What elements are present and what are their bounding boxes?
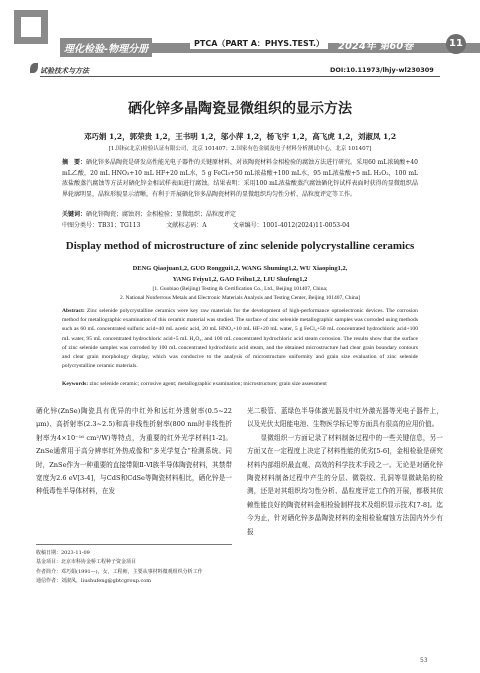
affiliation-en-line: [1. Guobiao (Beijing) Testing & Certification Co., Ltd., Beijing 101407, China; [152,286,328,292]
page-badge: 11 [446,34,466,54]
keywords-cn-label: 关键词： [62,211,87,218]
footnote-author: 作者简介：邓巧娟(1991—)，女，工程师，主要从事材料微观组织分析工作 [36,568,203,575]
keywords-en-text: zinc selenide ceramic; corrosive agent; metallographic examination; microstructure; grain size assessment [89,381,327,387]
footnote [36,549,232,587]
page-number: 53 [420,657,428,664]
keywords-cn [62,210,418,221]
clc-number: 中图分类号：TB31；TG113 [62,222,141,229]
journal-logo [14,10,48,44]
journal-name-en: PTCA（PART A：PHYS.TEST.） [190,38,328,49]
keywords-cn-text: 硒化锌陶瓷；腐蚀剂；金相检验；显微组织；晶粒度评定 [86,211,237,218]
abstract-en-label: Abstract: [62,308,85,314]
authors-en [0,263,480,285]
header-divider [40,76,440,77]
document-code: 文献标志码：A [166,222,207,229]
section-tag: 试验技术与方法 [40,67,89,75]
abstract-en [62,307,418,371]
keywords-en [62,380,418,389]
doi: DOI:10.11973/lhjy-wl230309 [330,66,434,74]
issue-label: 2024年 第60卷 [338,41,414,52]
abstract-cn [62,158,418,200]
keywords-en-label: Keywords: [62,381,89,387]
affiliation-en-line: 2. National Nonferrous Metals and Electronic Materials Analysis and Testing Center, Beijing 101407, China] [119,295,361,301]
affiliation-en [0,285,480,303]
journal-name-cn: 理化检验-物理分册 [60,38,152,57]
footnote-divider [36,544,232,545]
footnote-fund: 基金项目：北京市科协金桥工程种子资金项目 [36,559,137,566]
footnote-received: 收稿日期：2023-11-09 [36,550,90,556]
body-column-right: 光二极管、蓝绿色半导体激光器及中红外激光器等光电子器件上，以及光伏太阳能电池、生物医学标记等方面具有很高的应用价值。 显微组织一方面记录了材料制备过程中的一些关键信息，另一方面又在一定程度上决定了材料性能的优劣[5-6]，金相检验是研究材料内部组织最直观、高效的科学技术手段之一。无论是对硒化锌陶瓷材料制备过程中产生的分层、微裂纹、孔洞等显微缺陷的检测，还是对其组织均匀性分析、晶粒度评定工作的开展，都极其依赖性能良好的陶瓷材料金相检验制样技术及组织显示技术[7-8]。迄今为止，针对硒化锌多晶陶瓷材料的金相检验腐蚀方法国内外少有报 [247,407,443,536]
classification-cn [62,221,418,232]
title-en: Display method of microstructure of zinc selenide polycrystalline ceramics [65,240,415,252]
abstract-cn-label: 摘 要： [62,159,87,166]
authors-en-line: DENG Qiaojuan1,2, GUO Ronggui1,2, WANG Shuming1,2, WU Xiaoping1,2, [132,265,348,272]
abstract-cn-text: 硒化锌多晶陶瓷是研发高性能光电子器件的关键原材料，对该陶瓷材料金相检验的腐蚀方法进行研究。采用60 mL浓硫酸+40 mL乙酸，20 mL HNO₃+10 mL HF+20 mL水，5 g FeCl₃+50 mL浓盐酸+100 mL水，95 mL浓盐酸+5 mL H₂O₂，100 mL浓盐酸蒸汽腐蚀等方法对硒化锌金相试样表面进行腐蚀。结果表明：采用100 mL浓盐酸蒸汽腐蚀硒化锌试样表面时获得的显微组织晶界轮廓明显，晶粒形貌显示清晰，有利于开展硒化锌多晶陶瓷材料的显微组织均匀性分析、晶粒度评定等工作。 [62,159,418,198]
authors-en-line: YANG Feiyu1,2, GAO Feihu1,2, LIU Shufeng1,2 [172,276,308,283]
affiliation-cn: [1.国标(北京)检验认证有限公司，北京 101407；2.国家有色金属及电子材料分析测试中心，北京 101407] [108,146,372,152]
body-column-left: 硒化锌(ZnSe)陶瓷具有优异的中红外和远红外透射率(0.5~22 μm)、高折射率(2.3~2.5)和高非线性折射率(800 nm时非线性折射率为4×10⁻¹⁶ cm²/W)等特点，为重要的红外光学材料[1-2]。ZnSe通常用于高分辨率红外热成像和“多光学复合”检测系统。同时，ZnSe作为一种重要的直接带隙Ⅱ-Ⅵ族半导体陶瓷材料，其禁带宽度为2.6 eV[3-4]，与CdS和CdSe等陶瓷材料相比，硒化锌是一种低毒性半导体材料，在发 [36,407,232,496]
authors-cn: 邓巧娟 1,2，郭荣贵 1,2，王书明 1,2，邬小萍 1,2，杨飞宇 1,2，高飞虎 1,2，刘淑凤 1,2 [83,132,397,141]
abstract-en-text: Zinc selenide polycrystalline ceramics were key raw materials for the development of high-performance optoelectronic devices. The corrosion method for metallographic examination of this ceramic material was studied. The surface of zinc selenide metallographic samples was corroded using methods such as 60 mL concentrated sulfuric acid+40 mL acetic acid, 20 mL HNO₃+10 mL HF+20 mL water, 5 g FeCl₃+50 mL concentrated hydrochloric acid+100 mL water, 95 mL concentrated hydrochloric acid+5 mL H₂O₂, and 100 mL concentrated hydrochloric acid steam corrosion. The results show that the surface of zinc selenide samples was corroded by 100 mL concentrated hydrochloric acid steam, and the obtained microstructure had clear grain boundary contours and clear grain morphology display, which was conducive to the analysis of microstructure uniformity and grain size evaluation of zinc selenide polycrystalline ceramic materials. [62,308,418,370]
footnote-contact: 通信作者：刘淑凤，liushufeng@gbtcgroup.com [36,578,152,585]
leaf-icon [30,63,38,73]
page-title: 硒化锌多晶陶瓷显微组织的显示方法 [128,101,352,117]
article-number: 文章编号：1001-4012(2024)11-0053-04 [232,222,350,229]
